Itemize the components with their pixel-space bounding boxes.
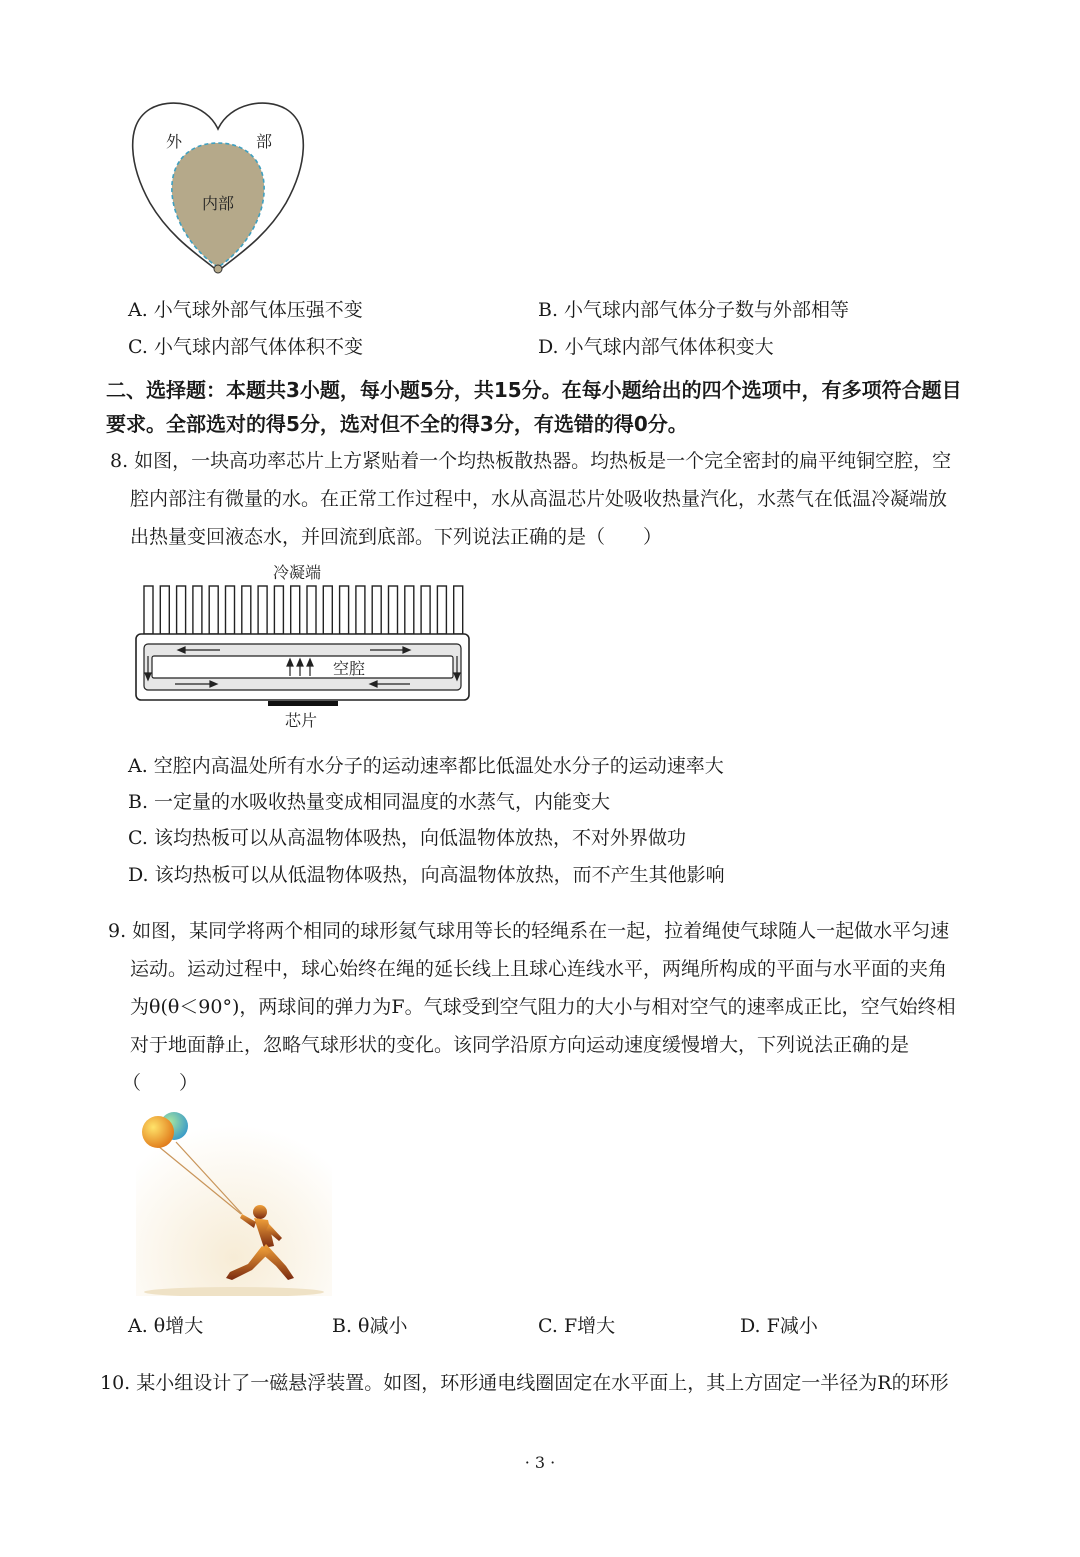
label-outer-right: 部 [256, 132, 273, 151]
label-cavity: 空腔 [333, 659, 366, 678]
cooling-fin [160, 586, 169, 634]
cooling-fin [405, 586, 414, 634]
q7-option-d: D. 小气球内部气体体积变大 [538, 336, 774, 358]
q8-stem-line3: 出热量变回液态水，并回流到底部。下列说法正确的是（ ） [130, 526, 663, 548]
q8-option-b: B. 一定量的水吸收热量变成相同温度的水蒸气，内能变大 [128, 791, 611, 813]
q7-option-c: C. 小气球内部气体体积不变 [128, 336, 363, 358]
cooling-fin [209, 586, 218, 634]
label-chip: 芯片 [285, 711, 318, 730]
q8-option-a: A. 空腔内高温处所有水分子的运动速率都比低温处水分子的运动速率大 [128, 755, 724, 777]
cooling-fins [144, 586, 463, 634]
section2-heading-line2: 要求。全部选对的得5分，选对但不全的得3分，有选错的得0分。 [106, 412, 688, 436]
cooling-fin [372, 586, 381, 634]
cooling-fin [454, 586, 463, 634]
cooling-fin [421, 586, 430, 634]
q9-option-c: C. F增大 [538, 1315, 616, 1337]
q9-option-b: B. θ减小 [332, 1315, 408, 1337]
q9-option-a: A. θ增大 [128, 1315, 204, 1337]
q9-stem-line1: 9. 如图，某同学将两个相同的球形氦气球用等长的轻绳系在一起，拉着绳使气球随人一起做水平匀速 [108, 920, 950, 942]
q9-stem-line5: （ ） [122, 1072, 199, 1094]
label-inner: 内部 [202, 194, 235, 213]
q8-stem-line2: 腔内部注有微量的水。在正常工作过程中，水从高温芯片处吸收热量汽化，水蒸气在低温冷凝端放 [130, 488, 948, 510]
q9-stem-line4: 对于地面静止，忽略气球形状的变化。该同学沿原方向运动速度缓慢增大，下列说法正确的是 [130, 1034, 910, 1056]
cooling-fin [340, 586, 349, 634]
q8-option-c: C. 该均热板可以从高温物体吸热，向低温物体放热，不对外界做功 [128, 827, 686, 849]
balloon-orange [142, 1116, 174, 1148]
cooling-fin [144, 586, 153, 634]
cooling-fin [437, 586, 446, 634]
chip [268, 701, 338, 706]
cooling-fin [193, 586, 202, 634]
q7-option-b: B. 小气球内部气体分子数与外部相等 [538, 299, 850, 321]
cooling-fin [258, 586, 267, 634]
page-number: · 3 · [524, 1453, 556, 1472]
cooling-fin [307, 586, 316, 634]
q8-option-d: D. 该均热板可以从低温物体吸热，向高温物体放热，而不产生其他影响 [128, 864, 725, 886]
cooling-fin [242, 586, 251, 634]
section2-heading-line1: 二、选择题：本题共3小题，每小题5分，共15分。在每小题给出的四个选项中，有多项符合题目 [106, 378, 962, 402]
balloon-runner-figure [136, 1106, 332, 1296]
cavity-inner [152, 656, 453, 678]
q9-option-d: D. F减小 [740, 1315, 818, 1337]
q7-option-a: A. 小气球外部气体压强不变 [128, 299, 363, 321]
q9-stem-line2: 运动。运动过程中，球心始终在绳的延长线上且球心连线水平，两绳所构成的平面与水平面的夹角 [130, 958, 948, 980]
cooling-fin [226, 586, 235, 634]
q10-stem-line1: 10. 某小组设计了一磁悬浮装置。如图，环形通电线圈固定在水平面上，其上方固定一半径为R的环形 [100, 1372, 949, 1394]
q9-stem-line3: 为θ(θ＜90°)，两球间的弹力为F。气球受到空气阻力的大小与相对空气的速率成正比，空气始终相 [130, 996, 956, 1018]
label-condenser: 冷凝端 [273, 563, 322, 582]
cooling-fin [177, 586, 186, 634]
cooling-fin [356, 586, 365, 634]
cooling-fin [274, 586, 283, 634]
cooling-fin [323, 586, 332, 634]
vapor-chamber-figure [130, 560, 475, 735]
balloon-knot [214, 265, 222, 273]
label-outer-left: 外 [166, 132, 183, 151]
balloon-figure [128, 95, 308, 280]
cooling-fin [291, 586, 300, 634]
q8-stem-line1: 8. 如图，一块高功率芯片上方紧贴着一个均热板散热器。均热板是一个完全密封的扁平纯铜空腔，空 [110, 450, 952, 472]
cooling-fin [389, 586, 398, 634]
